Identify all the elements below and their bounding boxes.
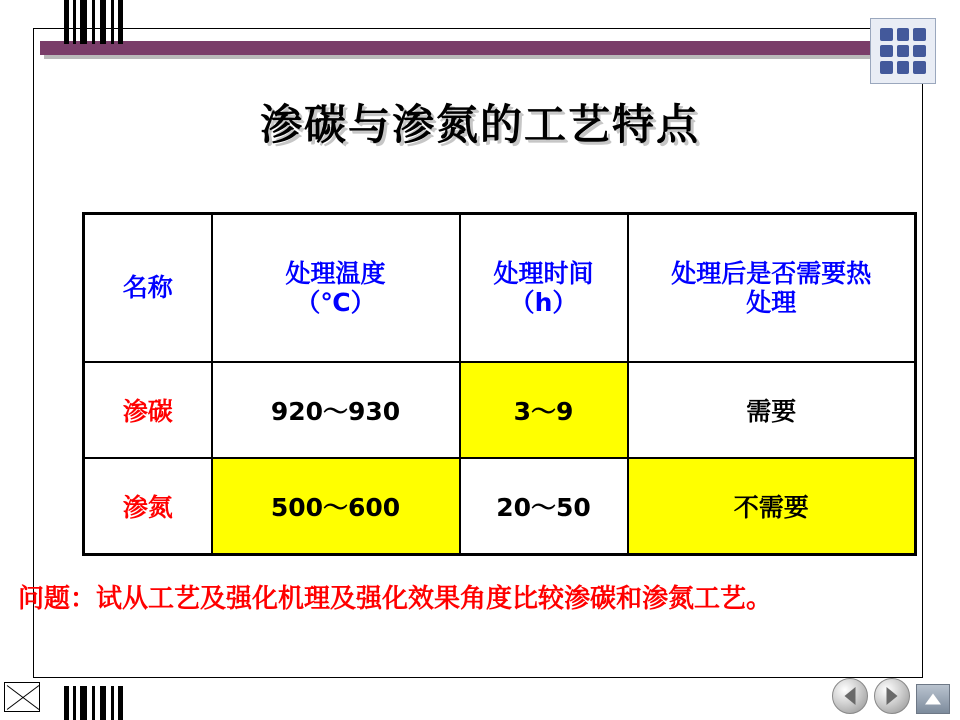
column-header-time xyxy=(460,214,628,363)
cell-name-nitriding: 渗氮 xyxy=(84,458,212,555)
cell-post-treatment-carburizing: 需要 xyxy=(628,362,916,458)
cell-temperature-nitriding: 500～600 xyxy=(212,458,460,555)
cell-time-carburizing: 3～9 xyxy=(460,362,628,458)
page-title: 渗碳与渗氮的工艺特点 xyxy=(259,100,700,149)
cell-temperature-carburizing: 920～930 xyxy=(212,362,460,458)
chevron-left-icon xyxy=(845,687,856,705)
column-header-post-treatment-line1: 处理后是否需要热 xyxy=(671,258,872,288)
triangle-up-icon xyxy=(925,694,941,705)
previous-slide-button[interactable] xyxy=(832,678,868,714)
table-row xyxy=(84,362,916,458)
navigation-buttons xyxy=(832,678,950,714)
home-button[interactable] xyxy=(916,684,950,714)
column-header-temperature-line1: 处理温度 xyxy=(285,258,386,288)
table-header-row xyxy=(84,214,916,363)
barcode-decoration-bottom xyxy=(64,686,134,720)
column-header-temperature xyxy=(212,214,460,363)
cell-time-nitriding: 20～50 xyxy=(460,458,628,555)
process-comparison-table xyxy=(82,212,914,556)
table-row xyxy=(84,458,916,555)
column-header-time-line2: （h） xyxy=(509,288,578,317)
column-header-post-treatment-line2: 处理 xyxy=(746,288,797,317)
header-bar-shadow xyxy=(44,55,876,59)
barcode-decoration-top xyxy=(64,0,134,44)
next-slide-button[interactable] xyxy=(874,678,910,714)
cell-name-carburizing: 渗碳 xyxy=(84,362,212,458)
column-header-temperature-line2: （℃） xyxy=(295,288,376,317)
close-box-icon[interactable] xyxy=(4,682,40,712)
grid-icon xyxy=(870,18,936,84)
column-header-name xyxy=(84,214,212,363)
header-bar xyxy=(40,41,872,55)
column-header-post-treatment xyxy=(628,214,916,363)
column-header-time-line1: 处理时间 xyxy=(493,258,594,288)
cell-post-treatment-nitriding: 不需要 xyxy=(628,458,916,555)
chevron-right-icon xyxy=(887,687,898,705)
column-header-name-line1: 名称 xyxy=(122,273,173,303)
question-text: 问题：试从工艺及强化机理及强化效果角度比较渗碳和渗氮工艺。 xyxy=(18,584,773,614)
